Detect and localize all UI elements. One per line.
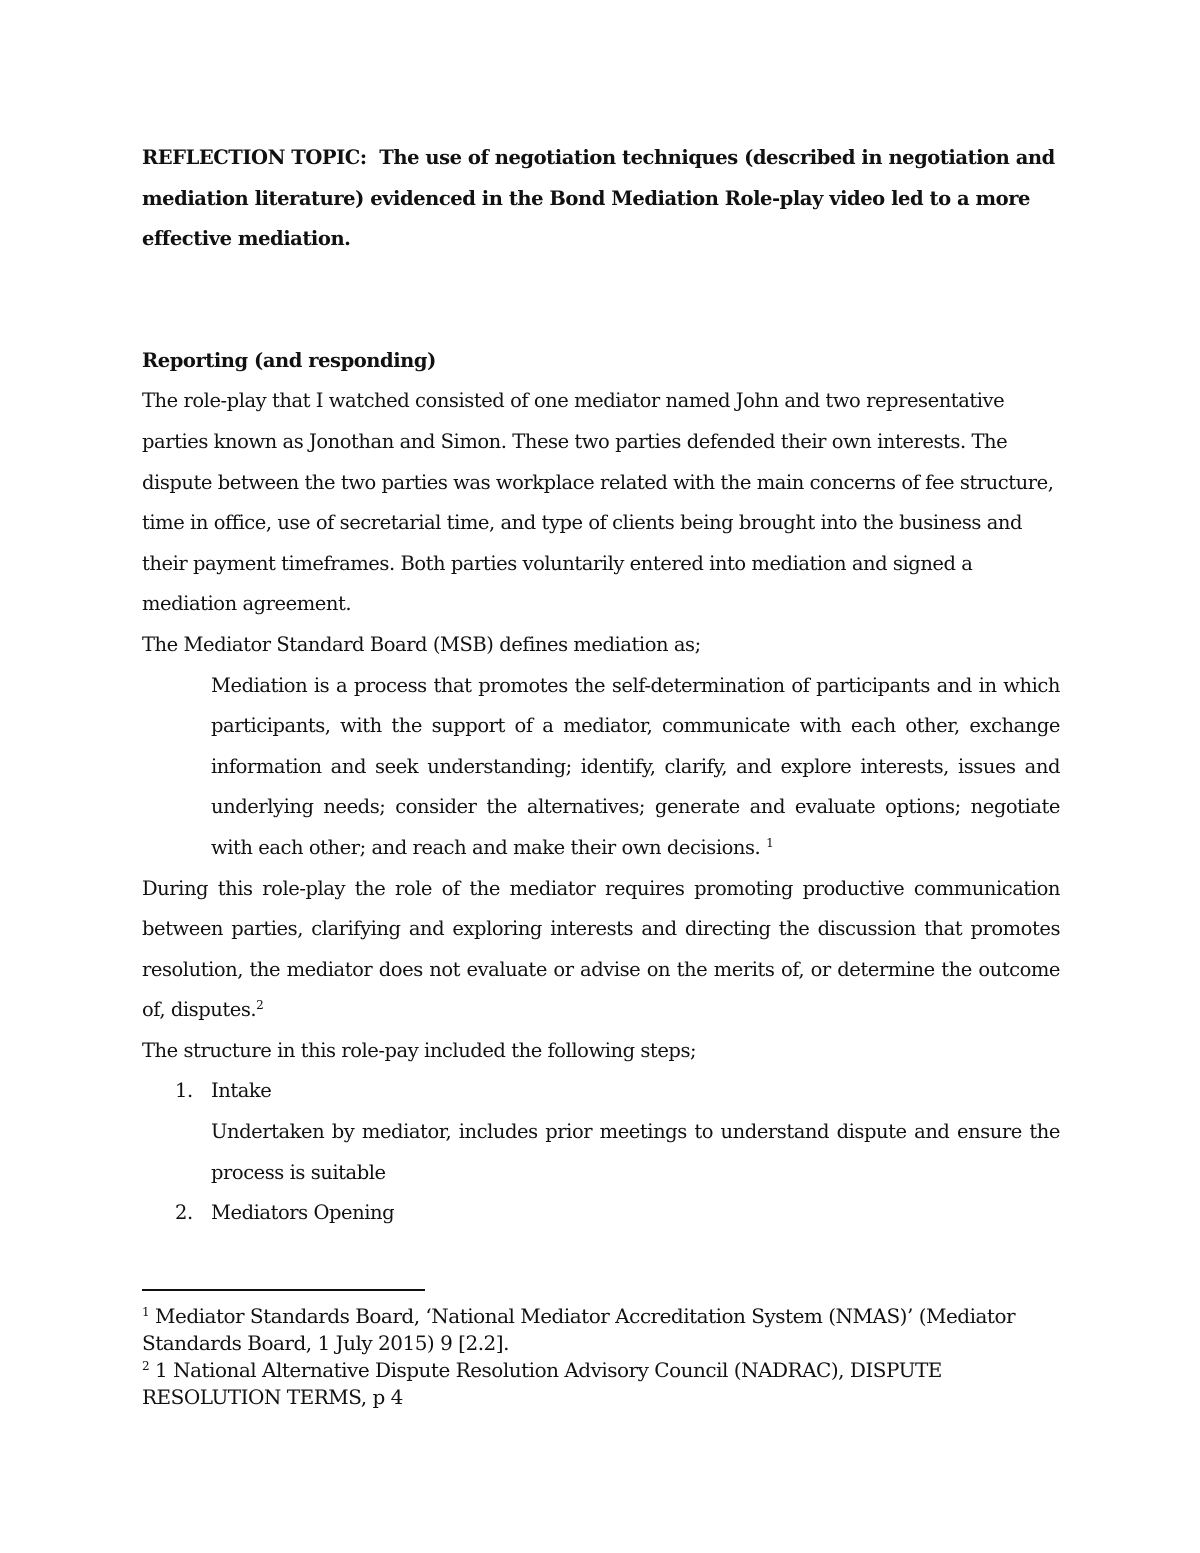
footnote-ref-2[interactable]: 2 [256,998,264,1013]
topic-text: The use of negotiation techniques (described in negotiation and mediation literature) evidenced in the Bond Mediation Role-play video led to a more effective mediation. [142,146,1055,251]
step-number: 1. [175,1079,193,1103]
footnote-1 [142,1303,1022,1357]
document-body [142,138,1060,1234]
reflection-topic [142,138,1060,260]
section-heading: Reporting (and responding) [142,348,436,372]
footnote-mark: 1 [142,1305,150,1319]
paragraph-msb-definition: The Mediator Standard Board (MSB) defines mediation as; [142,632,701,656]
steps-list [142,1071,1060,1233]
topic-label: REFLECTION TOPIC: [142,146,367,169]
paragraph-structure: The structure in this role-pay included the following steps; [142,1038,697,1062]
footnote-mark: 2 [142,1359,150,1373]
footnote-text: Mediator Standards Board, ‘National Mediator Accreditation System (NMAS)’ (Mediator Standards Board, 1 July 2015) 9 [2.2]. [142,1304,1016,1355]
list-item [142,1071,1060,1193]
footnote-ref-1[interactable]: 1 [766,835,774,850]
paragraph-mediator-role [142,869,1060,1031]
step-title: Intake [211,1079,272,1103]
footnote-text: 1 National Alternative Dispute Resolution Advisory Council (NADRAC), DISPUTE RESOLUTION TERMS, p 4 [142,1358,942,1409]
footnote-2 [142,1357,1022,1411]
footnote-separator [142,1289,425,1291]
quote-text: Mediation is a process that promotes the self-determination of participants and in which participants, with the support of a mediator, communicate with each other, exchange information and seek understanding; identify, clarify, and explore interests, issues and underlying needs; consider the alternatives; generate and evaluate options; negotiate with each other; and reach and make their own decisions. [211,673,1060,859]
block-quote [211,666,1060,869]
step-number: 2. [175,1201,193,1225]
step-description: Undertaken by mediator, includes prior meetings to understand dispute and ensure the process is suitable [211,1120,1060,1184]
step-title: Mediators Opening [211,1201,395,1225]
list-item [142,1193,1060,1234]
paragraph-roleplay: The role-play that I watched consisted of one mediator named John and two representative parties known as Jonothan and Simon. These two parties defended their own interests. The dispute between the two parties was workplace related with the main concerns of fee structure, time in office, use of secretarial time, and type of clients being brought into the business and their payment timeframes. Both parties voluntarily entered into mediation and signed a mediation agreement. [142,389,1054,616]
footnotes [142,1303,1022,1411]
mediator-role-text: During this role-play the role of the mediator requires promoting productive communication between parties, clarifying and exploring interests and directing the discussion that promotes resolution, the mediator does not evaluate or advise on the merits of, or determine the outcome of, disputes. [142,876,1060,1022]
